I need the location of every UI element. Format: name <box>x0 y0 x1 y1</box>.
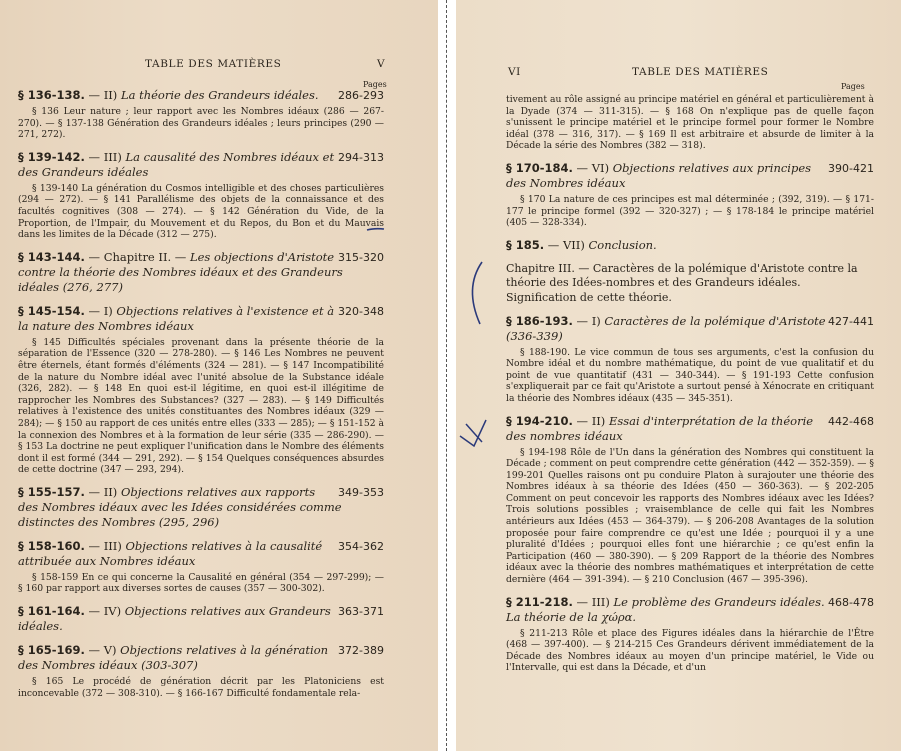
entry-title: Le problème des Grandeurs idéales. La théorie de la χώρα. <box>506 594 825 624</box>
entry-pages: 286-293 <box>338 89 384 102</box>
entry-title: Objections relatives à l'existence et à la nature des Nombres idéaux <box>18 303 335 333</box>
section-number: § 145-154. <box>18 303 85 318</box>
toc-entry <box>18 604 384 634</box>
section-number: § 139-142. <box>18 149 85 164</box>
toc-entry <box>506 595 874 625</box>
toc-entry <box>506 314 874 344</box>
entry-summary: § 211-213 Rôle et place des Figures idéales dans la hiérarchie de l'Être (468 — 397-400). — § 214-215 Ces Grandeurs dérivent immédiatement de la Décade des Nombres idéaux au moyen d'un principe matériel, le Vide ou l'Intervalle, qui est dans la Décade, et d'un <box>506 627 874 674</box>
ink-bracket-mark <box>458 258 488 328</box>
entry-pages: 468-478 <box>828 595 874 609</box>
toc-entry <box>18 643 384 673</box>
entry-title: Les objections d'Aristote contre la théorie des Nombres idéaux et des Grandeurs idéales <box>18 249 343 294</box>
page-gutter <box>438 0 456 751</box>
section-number: § 143-144. <box>18 249 85 264</box>
ink-check-mark <box>456 416 492 450</box>
entry-pages: 294-313 <box>338 150 384 164</box>
entry-pages: 354-362 <box>338 539 384 553</box>
section-number: § 186-193. <box>506 313 573 328</box>
entry-pages: 372-389 <box>338 644 384 658</box>
pages-column-label: Pages <box>363 80 387 89</box>
entry-pages: 442-468 <box>828 414 874 428</box>
entry-pages: 427-441 <box>828 314 874 328</box>
entry-pages: 315-320 <box>338 250 384 264</box>
toc-entry <box>18 304 384 334</box>
toc-entry <box>506 161 874 191</box>
entry-prefix: — II) <box>84 88 121 102</box>
entry-summary: § 194-198 Rôle de l'Un dans la génération des Nombres qui constituent la Décade ; comment on peut comprendre cette génération (442 — 352-359). — § 199-201 Quelles raisons ont pu conduire Platon à surajouter une théorie des Nombres idéaux à sa théorie des Idées (450 — 360-363). — § 202-205 Comment on peut concevoir les rapports des Nombres idéaux avec les Idées? Trois solutions possibles ; vraisemblance de celle qui fait les Nombres antérieurs aux Idées (453 — 364-379). — § 206-208 Avantages de la solution proposée pour faire comprendre ce qu'est une Idée ; pourquoi il y a une pluralité d'Idées ; pourquoi elles font une hiérarchie ; ce qu'est enfin la Participation (460 — 380-390). — § 209 Rapport de la théorie des Nombres idéaux avec la théorie des nombres mathématiques et interprétation de cette dernière (464 — 391-394). — § 210 Conclusion (467 — 395-396). <box>506 446 874 586</box>
entry-summary: § 139-140 La génération du Cosmos intelligible et des choses particulières (294 — 272). — § 141 Parallélisme des objets de la connaissance et des facultés cognitives (308 — 274). — § 142 Génération du Vide, de la Proportion, de l'Impair, du Mouvement et du Repos, du Bon et du Mauvais dans les limites de la Décade (312 — 275). <box>18 182 384 241</box>
fold-line <box>446 0 447 751</box>
toc-entry <box>18 250 384 295</box>
entry-prefix: — III) <box>572 594 614 609</box>
entry-summary: § 158-159 En ce qui concerne la Causalité en général (354 — 297-299); — § 160 par rapport aux diverses sortes de causes (357 — 300-302). <box>18 571 384 595</box>
section-number: § 185. <box>506 237 545 252</box>
toc-content <box>18 88 384 708</box>
entry-prefix: — VI) <box>572 160 613 175</box>
entry-summary: § 170 La nature de ces principes est mal déterminée ; (392, 319). — § 171-177 le principe formel (392 — 320-327) ; — § 178-184 le principe matériel (405 — 328-334). <box>506 193 874 229</box>
entry-ref-pages: (295, 296) <box>158 514 220 529</box>
entry-title: Conclusion. <box>588 237 657 252</box>
entry-pages: 320-348 <box>338 304 384 318</box>
toc-content <box>506 94 874 683</box>
entry-ref-pages: (336-339) <box>506 328 563 343</box>
entry-prefix: — IV) <box>84 604 125 619</box>
section-number: § 155-157. <box>18 484 85 499</box>
entry-prefix: — III) <box>84 149 126 164</box>
page-number: V <box>377 58 386 70</box>
page-number: VI <box>508 66 521 78</box>
entry-prefix: — V) <box>84 643 121 658</box>
entry-prefix: — I) <box>84 303 117 318</box>
entry-summary: § 145 Difficultés spéciales provenant dans la présente théorie de la séparation de l'Essence (320 — 278-280). — § 146 Les Nombres ne peuvent être éternels, étant formés d'éléments (324 — 281). — § 147 Incompatibilité de la nature du Nombre idéal avec l'unité absolue de la Substance idéale (326, 282). — § 148 En quoi est-il légitime, en quoi est-il illégitime de rapprocher les Nombres des Substances? (327 — 283). — § 149 Difficultés relatives à l'existence des unités constituantes des Nombres idéaux (329 — 284); — § 150 au rapport de ces unités entre elles (333 — 285); — § 151-152 à la connexion des Nombres et à la formation de leur série (335 — 286-290). — § 153 La doctrine ne peut expliquer l'unification dans le Nombre des éléments dont il est formé (344 — 291, 292). — § 154 Quelques conséquences absurdes de cette doctrine (347 — 293, 294). <box>18 336 384 476</box>
pages-column-label: Pages <box>841 82 865 91</box>
section-number: § 194-210. <box>506 413 573 428</box>
chapter-heading: Chapitre III. — Caractères de la polémique d'Aristote contre la théorie des Idées-nombres et des Grandeurs idéales. Signification de cette théorie. <box>506 261 858 304</box>
section-number: § 165-169. <box>18 643 85 658</box>
section-number: § 161-164. <box>18 604 85 619</box>
left-page <box>0 0 438 751</box>
entry-title: Objections relatives à la génération des Nombres idéaux <box>18 643 329 673</box>
entry-title: Objections relatives aux principes des Nombres idéaux <box>506 160 812 190</box>
ink-mark <box>366 224 386 234</box>
toc-entry <box>506 414 874 444</box>
section-number: § 170-184. <box>506 160 573 175</box>
entry-title: La théorie des Grandeurs idéales. <box>120 88 319 102</box>
section-number: § 136-138. <box>18 88 85 102</box>
entry-summary: § 188-190. Le vice commun de tous ses arguments, c'est la confusion du Nombre idéal et du nombre mathématique, du point de vue qualitatif et du point de vue quantitatif (431 — 340-344). — § 191-193 Cette confusion s'expliquerait par ce fait qu'Aristote a surtout pensé à Xénocrate en critiquant la théorie des Nombres idéaux (435 — 345-351). <box>506 346 874 404</box>
entry-title: Objections relatives aux rapports des Nombres idéaux avec les Idées considérées comme distinctes des Nombres <box>18 484 342 529</box>
entry-prefix: — III) <box>84 538 126 553</box>
entry-prefix: — II) <box>84 484 121 499</box>
entry-ref-pages: (276, 277) <box>62 279 123 294</box>
toc-entry <box>18 485 384 530</box>
continuation-text: tivement au rôle assigné au principe matériel en général et particulièrement à la Dyade (374 — 311-315). — § 168 On n'explique pas de quelle façon s'unissent le principe matériel et le principe formel pour former le Nombre idéal (378 — 316, 317). — § 169 Il est arbitraire et absurde de limiter à la Décade la série des Nombres (382 — 318). <box>506 94 874 152</box>
entry-prefix: — II) <box>572 413 609 428</box>
toc-entry <box>18 88 384 103</box>
entry-pages: 390-421 <box>828 161 874 175</box>
entry-ref-pages: (303-307) <box>141 658 198 673</box>
entry-prefix: — I) <box>572 313 605 328</box>
section-number: § 211-218. <box>506 594 573 609</box>
toc-entry <box>18 539 384 569</box>
entry-pages: 349-353 <box>338 485 384 499</box>
entry-title: Caractères de la polémique d'Aristote <box>604 313 826 328</box>
toc-entry <box>18 150 384 180</box>
toc-entry <box>506 238 874 253</box>
right-page <box>456 0 901 751</box>
entry-prefix: — Chapitre II. — <box>84 249 190 264</box>
entry-pages: 363-371 <box>338 605 384 619</box>
entry-prefix: — VII) <box>544 237 589 252</box>
entry-title: Objections relatives aux Grandeurs idéales. <box>18 604 331 634</box>
section-number: § 158-160. <box>18 538 85 553</box>
entry-title: Essai d'interprétation de la théorie des nombres idéaux <box>506 413 814 443</box>
entry-summary: § 165 Le procédé de génération décrit par les Platoniciens est inconcevable (372 — 308-310). — § 166-167 Difficulté fondamentale rela- <box>18 676 384 699</box>
entry-summary: § 136 Leur nature ; leur rapport avec les Nombres idéaux (286 — 267-270). — § 137-138 Génération des Grandeurs idéales ; leurs principes (290 — 271, 272). <box>18 106 384 141</box>
entry-title: La causalité des Nombres idéaux et des Grandeurs idéales <box>18 149 335 179</box>
running-head: TABLE DES MATIÈRES <box>632 66 769 78</box>
running-head: TABLE DES MATIÈRES <box>145 58 282 70</box>
entry-title: Objections relatives à la causalité attribuée aux Nombres idéaux <box>18 538 323 568</box>
